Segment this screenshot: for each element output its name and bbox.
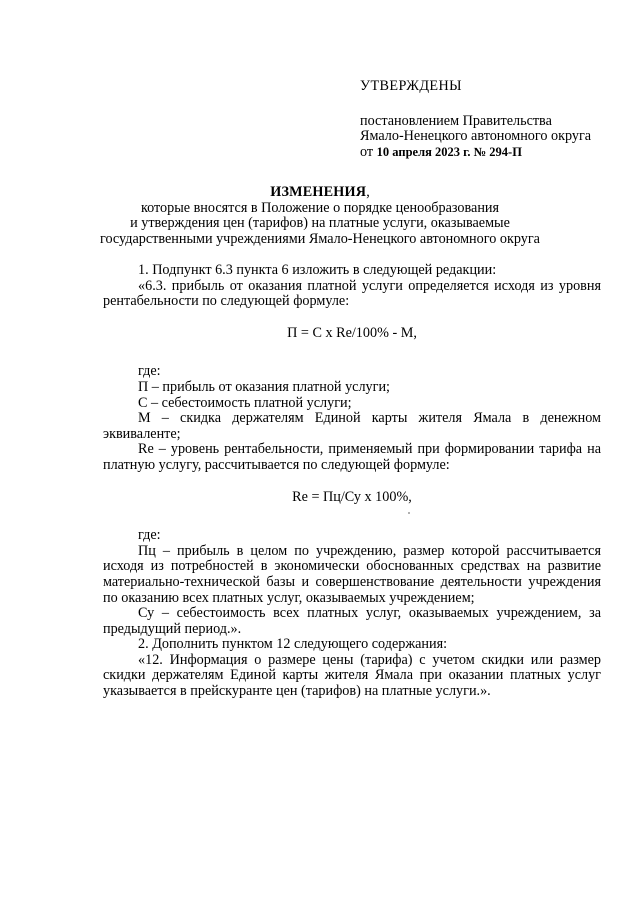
where-label-1: где: bbox=[138, 363, 161, 380]
header-subtitle-2: и утверждения цен (тарифов) на платные услуги, оказываемые bbox=[130, 215, 510, 232]
approval-block bbox=[360, 79, 630, 160]
header-subtitle-3: государственными учреждениями Ямало-Ненецкого автономного округа bbox=[100, 230, 540, 247]
definition-pc: Пц – прибыль в целом по учреждению, размер которой рассчитывается исходя из потребностей в экономически обоснованных средствах на развитие материально-технической базы и совершенствование деятельности учреждения по оказанию всех платных услуг, оказываемых учреждением; bbox=[103, 542, 601, 606]
document-body bbox=[103, 263, 601, 700]
definition-m: М – скидка держателям Единой карты жителя Ямала в денежном эквиваленте; bbox=[103, 410, 601, 442]
paragraph-1: 1. Подпункт 6.3 пункта 6 изложить в следующей редакции: bbox=[138, 262, 497, 278]
approval-line-2: Ямало-Ненецкого автономного округа bbox=[360, 128, 592, 144]
document-header bbox=[0, 185, 640, 247]
definition-re: Re – уровень рентабельности, применяемый при формировании тарифа на платную услугу, рассчитывается по следующей формуле: bbox=[103, 441, 601, 473]
paragraph-2: 2. Дополнить пунктом 12 следующего содержания: bbox=[138, 636, 448, 653]
definition-p: П – прибыль от оказания платной услуги; bbox=[138, 378, 390, 395]
document-heading: ИЗМЕНЕНИЯ bbox=[270, 184, 367, 200]
approval-title: УТВЕРЖДЕНЫ bbox=[360, 78, 462, 94]
approval-date-line bbox=[360, 145, 630, 161]
formula-profit: П = С х Re/100% - М, bbox=[287, 324, 417, 341]
header-subtitle-1: которые вносятся в Положение о порядке ценообразования bbox=[140, 199, 500, 216]
paragraph-12: «12. Информация о размере цены (тарифа) с учетом скидки или размер скидки держателям Единой карты жителя Ямала при оказании платных услуг указывается в прейскуранте цен (тарифов) на платные услуги.». bbox=[103, 651, 601, 700]
where-label-2: где: bbox=[138, 527, 161, 544]
formula-rentability: Re = Пц/Су х 100%, bbox=[292, 488, 412, 505]
definition-c: С – себестоимость платной услуги; bbox=[138, 394, 352, 411]
approval-date-number: 10 апреля 2023 г. № 294-П bbox=[376, 144, 522, 159]
paragraph-6-3: «6.3. прибыль от оказания платной услуги определяется исходя из уровня рентабельности по следующей формуле: bbox=[103, 277, 601, 310]
scan-speck bbox=[408, 512, 410, 514]
definition-su: Су – себестоимость всех платных услуг, оказываемых учреждением, за предыдущий период.». bbox=[103, 605, 601, 637]
approval-date-prefix: от bbox=[360, 143, 377, 160]
heading-suffix: , bbox=[366, 184, 370, 200]
heading-line bbox=[0, 185, 640, 201]
approval-line-1: постановлением Правительства bbox=[360, 112, 552, 129]
